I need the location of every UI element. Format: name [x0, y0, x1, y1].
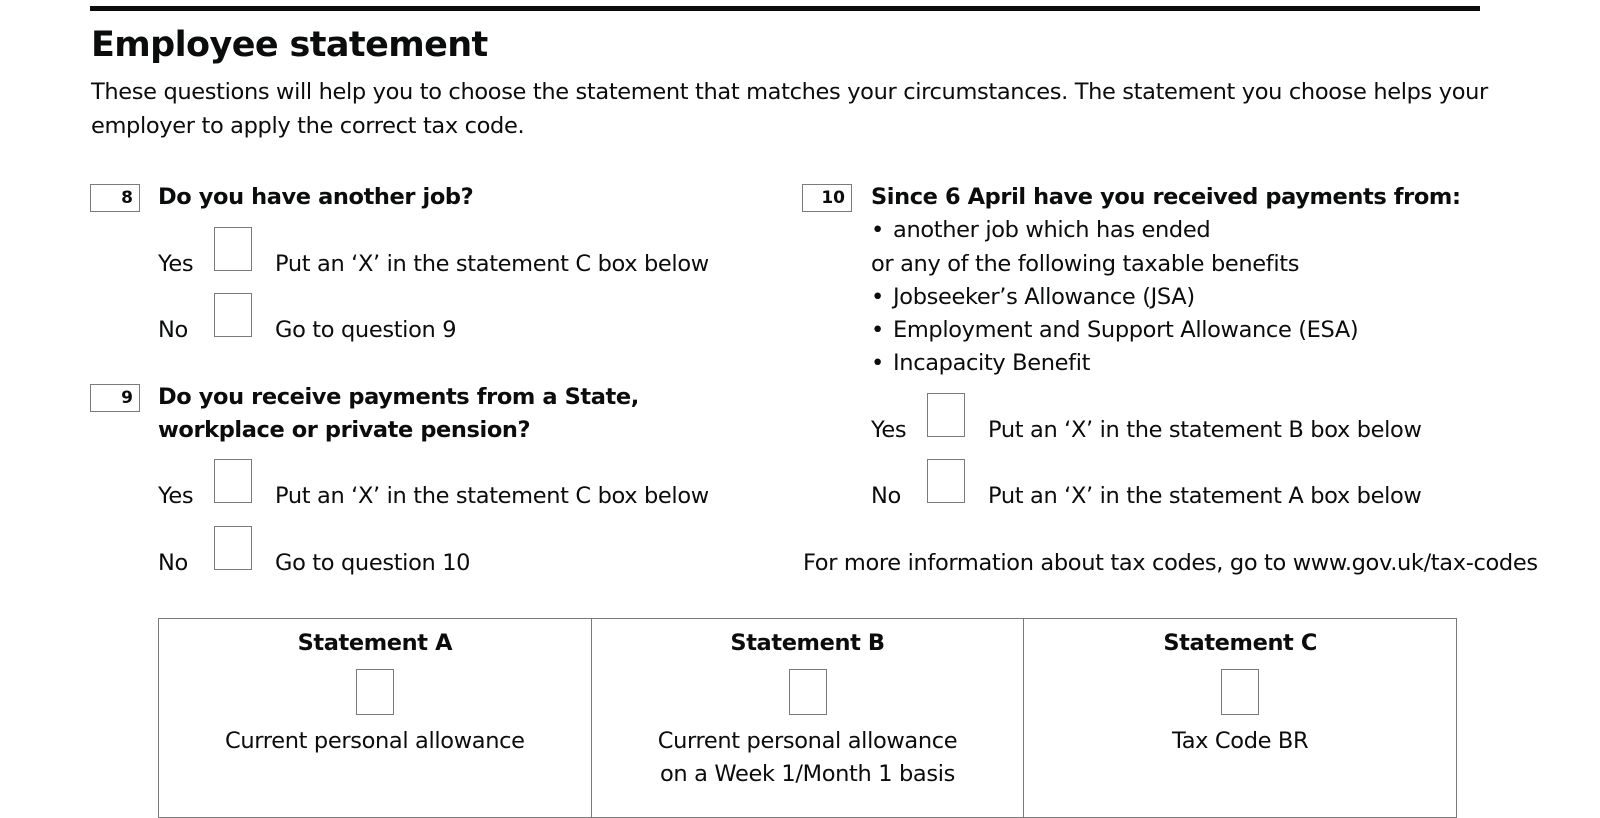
- bullet-icon: •: [871, 350, 884, 376]
- tax-codes-info: For more information about tax codes, go to www.gov.uk/tax-codes: [803, 550, 1538, 576]
- q8-yes-checkbox[interactable]: [214, 227, 252, 271]
- q9-no-instruction: Go to question 10: [275, 550, 471, 576]
- q8-yes-instruction: Put an ‘X’ in the statement C box below: [275, 251, 709, 277]
- q10-bullet-esa: • Employment and Support Allowance (ESA): [871, 314, 1358, 347]
- statement-c-title: Statement C: [1163, 630, 1317, 656]
- q8-no-checkbox[interactable]: [214, 293, 252, 337]
- q10-yes-label: Yes: [871, 417, 907, 443]
- statement-c-description: Tax Code BR: [1172, 728, 1309, 754]
- statement-c-checkbox[interactable]: [1221, 669, 1259, 715]
- statement-a-column: [159, 619, 592, 817]
- bullet-icon: •: [871, 284, 884, 310]
- statement-b-column: [592, 619, 1025, 817]
- question-8-number: 8: [90, 184, 140, 212]
- intro-text: These questions will help you to choose the statement that matches your circumstances. The statement you choose helps your employer to apply the correct tax code.: [91, 79, 1488, 139]
- bullet-icon: •: [871, 317, 884, 343]
- q10-bullet-incapacity: • Incapacity Benefit: [871, 347, 1090, 380]
- statement-a-title: Statement A: [297, 630, 453, 656]
- q10-bullet-jsa: • Jobseeker’s Allowance (JSA): [871, 281, 1195, 314]
- q8-no-instruction: Go to question 9: [275, 317, 457, 343]
- statement-a-checkbox[interactable]: [356, 669, 394, 715]
- question-9-title-line-2: workplace or private pension?: [158, 417, 531, 443]
- statement-b-description-line-1: Current personal allowance: [657, 728, 958, 754]
- question-9-number: 9: [90, 384, 140, 412]
- q9-yes-label: Yes: [158, 483, 194, 509]
- q10-connector-text: or any of the following taxable benefits: [871, 251, 1300, 277]
- q10-no-instruction: Put an ‘X’ in the statement A box below: [988, 483, 1422, 509]
- q9-yes-checkbox[interactable]: [214, 459, 252, 503]
- top-rule: [90, 6, 1480, 11]
- q9-yes-instruction: Put an ‘X’ in the statement C box below: [275, 483, 709, 509]
- q10-yes-instruction: Put an ‘X’ in the statement B box below: [988, 417, 1422, 443]
- q9-no-label: No: [158, 550, 188, 576]
- q10-no-label: No: [871, 483, 901, 509]
- question-9-title-line-1: Do you receive payments from a State,: [158, 384, 639, 410]
- q10-yes-checkbox[interactable]: [927, 393, 965, 437]
- question-10-number: 10: [802, 184, 852, 212]
- statement-b-description-line-2: on a Week 1/Month 1 basis: [660, 761, 955, 787]
- statement-b-checkbox[interactable]: [789, 669, 827, 715]
- q9-no-checkbox[interactable]: [214, 526, 252, 570]
- statement-b-title: Statement B: [730, 630, 885, 656]
- statement-a-description: Current personal allowance: [225, 728, 525, 754]
- q10-bullet-another-job: • another job which has ended: [871, 214, 1210, 247]
- statements-table: [158, 618, 1457, 818]
- bullet-icon: •: [871, 217, 884, 243]
- page-title: Employee statement: [91, 25, 488, 65]
- question-8-title: Do you have another job?: [158, 184, 474, 210]
- q8-no-label: No: [158, 317, 188, 343]
- q8-yes-label: Yes: [158, 251, 194, 277]
- statement-c-column: [1024, 619, 1456, 817]
- question-10-title: Since 6 April have you received payments from:: [871, 184, 1461, 210]
- q10-no-checkbox[interactable]: [927, 459, 965, 503]
